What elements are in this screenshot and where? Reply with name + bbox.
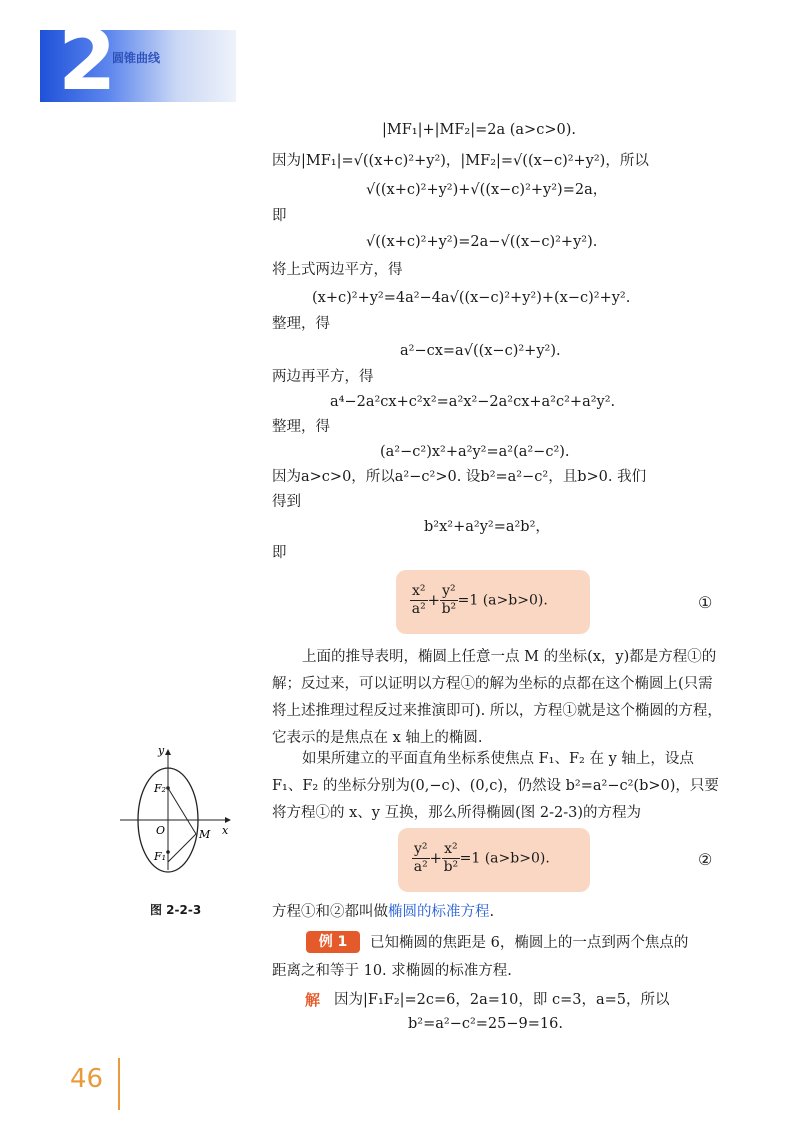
ellipse-figure (118, 740, 238, 875)
equation-line: a⁴−2a²cx+c²x²=a²x²−2a²cx+a²c²+a²y². (330, 394, 616, 410)
focus-f2-point (166, 786, 170, 790)
equation-line: (a²−c²)x²+a²y²=a²(a²−c²). (380, 444, 570, 460)
example-text: 已知椭圆的焦距是 6，椭圆上的一点到两个焦点的 (370, 935, 689, 951)
focus-f1-point (166, 850, 170, 854)
equation-line: √((x+c)²+y²)=2a−√((x−c)²+y²). (366, 234, 598, 250)
paragraph: 如果所建立的平面直角坐标系使焦点 F₁、F₂ 在 y 轴上，设点 F₁、F₂ 的坐标分别为(0,−c)、(0,c)，仍然设 b²=a²−c²(b>0)，只要将方程①的 x、y 互换，那么所得椭圆(图 2-2-3)的方程为 (272, 751, 719, 821)
y-axis-label: y (158, 744, 165, 757)
text-line: 两边再平方，得 (272, 369, 374, 385)
fraction: $\frac{\text{y²}}{\text{b²}}$ (441, 583, 457, 617)
text-line: 得到 (272, 494, 301, 510)
example-text: 距离之和等于 10. 求椭圆的标准方程. (272, 963, 512, 979)
text-line: 将上式两边平方，得 (272, 262, 403, 278)
text-line: 整理，得 (272, 419, 330, 435)
footer-divider (118, 1058, 120, 1110)
equation-marker-1: ① (698, 593, 713, 612)
focus-f1-label: F₁ (154, 850, 167, 863)
focal-segment-f2-m (168, 788, 196, 834)
figure-caption: 图 2-2-3 (150, 903, 202, 917)
definition-prefix: 方程①和②都叫做 (272, 904, 388, 920)
paragraph: 上面的推导表明，椭圆上任意一点 M 的坐标(x，y)都是方程①的解；反过来，可以证明以方程①的解为坐标的点都在这个椭圆上(只需将上述推理过程反过来推演即可). 所以，方程①就是这个椭圆的方程，它表示的是焦点在 x 轴上的椭圆. (272, 649, 722, 746)
text-line: 即 (272, 545, 287, 561)
standard-equation-box-1: $\frac{\text{x²}}{\text{a²}}$ + $\frac{\text{y²}}{\text{b²}}$ =1 (a>b>0). (396, 570, 590, 634)
equation-marker-2: ② (698, 850, 713, 869)
definition-suffix: . (489, 904, 495, 920)
equation-line: |MF₁|+|MF₂|=2a (a>c>0). (382, 122, 576, 138)
equation-line: (x+c)²+y²=4a²−4a√((x−c)²+y²)+(x−c)²+y². (312, 290, 631, 306)
fraction: $\frac{\text{x²}}{\text{a²}}$ (411, 583, 426, 617)
x-axis-label: x (222, 824, 229, 837)
page-number: 46 (70, 1064, 104, 1094)
chapter-title: 圆锥曲线 (112, 51, 161, 65)
text-line: 整理，得 (272, 316, 330, 332)
focal-segment-f1-m (168, 834, 196, 862)
definition-line (272, 902, 494, 922)
chapter-number: 2 (58, 11, 117, 109)
origin-label: O (156, 824, 166, 837)
fraction: $\frac{\text{x²}}{\text{b²}}$ (443, 841, 459, 875)
solution-text: 因为|F₁F₂|=2c=6，2a=10，即 c=3，a=5，所以 (334, 992, 670, 1008)
text-line: 因为a>c>0，所以a²−c²>0. 设b²=a²−c²，且b>0. 我们 (272, 469, 647, 485)
fraction: $\frac{\text{y²}}{\text{a²}}$ (413, 841, 428, 875)
equation-line: a²−cx=a√((x−c)²+y²). (400, 343, 561, 359)
example-badge: 例 1 (306, 931, 360, 953)
definition-term: 椭圆的标准方程 (388, 904, 490, 920)
text-line: 因为|MF₁|=√((x+c)²+y²)，|MF₂|=√((x−c)²+y²)，所以 (272, 153, 649, 169)
point-m-label: M (199, 828, 211, 841)
solution-label: 解 (305, 991, 321, 1009)
focus-f2-label: F₂ (154, 782, 167, 795)
standard-equation-box-2: $\frac{\text{y²}}{\text{a²}}$ + $\frac{\text{x²}}{\text{b²}}$ =1 (a>b>0). (398, 828, 590, 892)
text-line: 即 (272, 208, 287, 224)
solution-equation: b²=a²−c²=25−9=16. (408, 1016, 563, 1032)
equation-line: b²x²+a²y²=a²b²， (424, 519, 550, 535)
equation-line: √((x+c)²+y²)+√((x−c)²+y²)=2a， (366, 182, 608, 198)
